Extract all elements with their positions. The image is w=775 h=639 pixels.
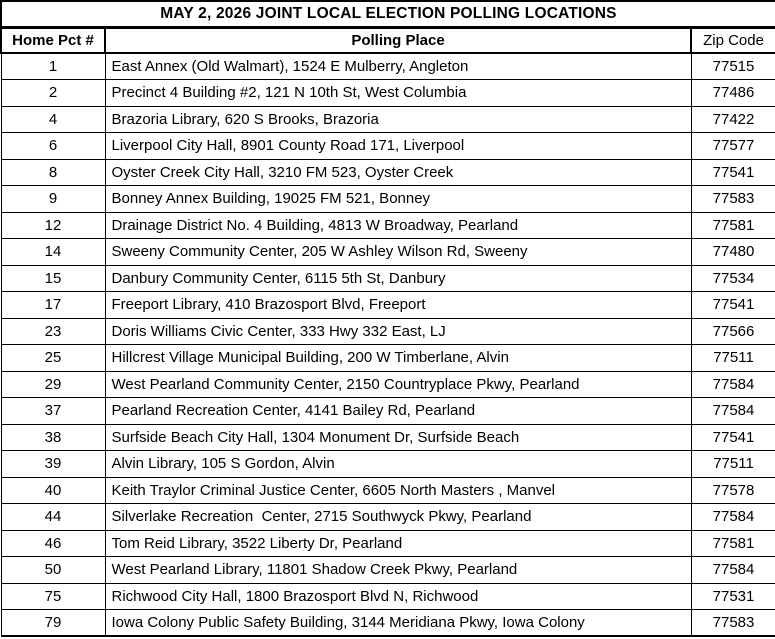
page-title: MAY 2, 2026 JOINT LOCAL ELECTION POLLING LOCATIONS — [1, 1, 775, 27]
col-header-polling-place: Polling Place — [105, 27, 691, 53]
table-row — [1, 504, 775, 531]
home-pct-cell: 40 — [1, 477, 105, 504]
table-row — [1, 159, 775, 186]
zip-code-cell: 77480 — [691, 239, 775, 266]
home-pct-cell: 1 — [1, 53, 105, 80]
table-row — [1, 53, 775, 80]
polling-place-cell: Bonney Annex Building, 19025 FM 521, Bonney — [105, 186, 691, 213]
polling-place-cell: Danbury Community Center, 6115 5th St, Danbury — [105, 265, 691, 292]
zip-code-cell: 77541 — [691, 159, 775, 186]
zip-code-cell: 77486 — [691, 80, 775, 107]
polling-place-cell: West Pearland Library, 11801 Shadow Creek Pkwy, Pearland — [105, 557, 691, 584]
col-header-home-pct: Home Pct # — [1, 27, 105, 53]
zip-code-cell: 77584 — [691, 398, 775, 425]
home-pct-cell: 75 — [1, 583, 105, 610]
zip-code-cell: 77511 — [691, 451, 775, 478]
zip-code-cell: 77511 — [691, 345, 775, 372]
zip-code-cell: 77583 — [691, 186, 775, 213]
table-row — [1, 477, 775, 504]
polling-place-cell: Tom Reid Library, 3522 Liberty Dr, Pearland — [105, 530, 691, 557]
home-pct-cell: 9 — [1, 186, 105, 213]
zip-code-cell: 77515 — [691, 53, 775, 80]
polling-place-cell: East Annex (Old Walmart), 1524 E Mulberry, Angleton — [105, 53, 691, 80]
zip-code-cell: 77422 — [691, 106, 775, 133]
polling-place-cell: Precinct 4 Building #2, 121 N 10th St, West Columbia — [105, 80, 691, 107]
polling-place-cell: Richwood City Hall, 1800 Brazosport Blvd N, Richwood — [105, 583, 691, 610]
col-header-zip-code: Zip Code — [691, 27, 775, 53]
table-row — [1, 318, 775, 345]
table-body — [1, 53, 775, 636]
home-pct-cell: 44 — [1, 504, 105, 531]
home-pct-cell: 46 — [1, 530, 105, 557]
table-row — [1, 583, 775, 610]
home-pct-cell: 15 — [1, 265, 105, 292]
polling-place-cell: West Pearland Community Center, 2150 Countryplace Pkwy, Pearland — [105, 371, 691, 398]
home-pct-cell: 4 — [1, 106, 105, 133]
zip-code-cell: 77584 — [691, 557, 775, 584]
zip-code-cell: 77566 — [691, 318, 775, 345]
polling-place-cell: Surfside Beach City Hall, 1304 Monument Dr, Surfside Beach — [105, 424, 691, 451]
zip-code-cell: 77581 — [691, 530, 775, 557]
home-pct-cell: 25 — [1, 345, 105, 372]
table-row — [1, 212, 775, 239]
polling-place-cell: Drainage District No. 4 Building, 4813 W Broadway, Pearland — [105, 212, 691, 239]
polling-place-cell: Hillcrest Village Municipal Building, 200 W Timberlane, Alvin — [105, 345, 691, 372]
table-header-row — [1, 27, 775, 53]
polling-place-cell: Oyster Creek City Hall, 3210 FM 523, Oyster Creek — [105, 159, 691, 186]
zip-code-cell: 77534 — [691, 265, 775, 292]
polling-place-cell: Sweeny Community Center, 205 W Ashley Wilson Rd, Sweeny — [105, 239, 691, 266]
table-row — [1, 80, 775, 107]
polling-place-cell: Doris Williams Civic Center, 333 Hwy 332 East, LJ — [105, 318, 691, 345]
home-pct-cell: 37 — [1, 398, 105, 425]
home-pct-cell: 23 — [1, 318, 105, 345]
table-row — [1, 451, 775, 478]
table-row — [1, 133, 775, 160]
zip-code-cell: 77577 — [691, 133, 775, 160]
table-row — [1, 186, 775, 213]
zip-code-cell: 77531 — [691, 583, 775, 610]
table-row — [1, 292, 775, 319]
zip-code-cell: 77578 — [691, 477, 775, 504]
polling-place-cell: Liverpool City Hall, 8901 County Road 171, Liverpool — [105, 133, 691, 160]
home-pct-cell: 2 — [1, 80, 105, 107]
home-pct-cell: 50 — [1, 557, 105, 584]
polling-place-cell: Pearland Recreation Center, 4141 Bailey Rd, Pearland — [105, 398, 691, 425]
table-row — [1, 610, 775, 637]
polling-place-cell: Iowa Colony Public Safety Building, 3144 Meridiana Pkwy, Iowa Colony — [105, 610, 691, 637]
table-row — [1, 530, 775, 557]
table-row — [1, 371, 775, 398]
table-row — [1, 424, 775, 451]
table-title-row — [1, 1, 775, 27]
table-row — [1, 557, 775, 584]
zip-code-cell: 77583 — [691, 610, 775, 637]
polling-place-cell: Silverlake Recreation Center, 2715 Southwyck Pkwy, Pearland — [105, 504, 691, 531]
zip-code-cell: 77584 — [691, 371, 775, 398]
home-pct-cell: 38 — [1, 424, 105, 451]
table-row — [1, 265, 775, 292]
polling-place-cell: Freeport Library, 410 Brazosport Blvd, Freeport — [105, 292, 691, 319]
home-pct-cell: 29 — [1, 371, 105, 398]
home-pct-cell: 17 — [1, 292, 105, 319]
zip-code-cell: 77581 — [691, 212, 775, 239]
table-row — [1, 106, 775, 133]
zip-code-cell: 77541 — [691, 292, 775, 319]
polling-place-cell: Brazoria Library, 620 S Brooks, Brazoria — [105, 106, 691, 133]
zip-code-cell: 77541 — [691, 424, 775, 451]
polling-place-cell: Keith Traylor Criminal Justice Center, 6605 North Masters , Manvel — [105, 477, 691, 504]
table-row — [1, 345, 775, 372]
home-pct-cell: 12 — [1, 212, 105, 239]
polling-place-cell: Alvin Library, 105 S Gordon, Alvin — [105, 451, 691, 478]
table-row — [1, 239, 775, 266]
home-pct-cell: 14 — [1, 239, 105, 266]
home-pct-cell: 39 — [1, 451, 105, 478]
home-pct-cell: 8 — [1, 159, 105, 186]
home-pct-cell: 6 — [1, 133, 105, 160]
zip-code-cell: 77584 — [691, 504, 775, 531]
table-row — [1, 398, 775, 425]
home-pct-cell: 79 — [1, 610, 105, 637]
